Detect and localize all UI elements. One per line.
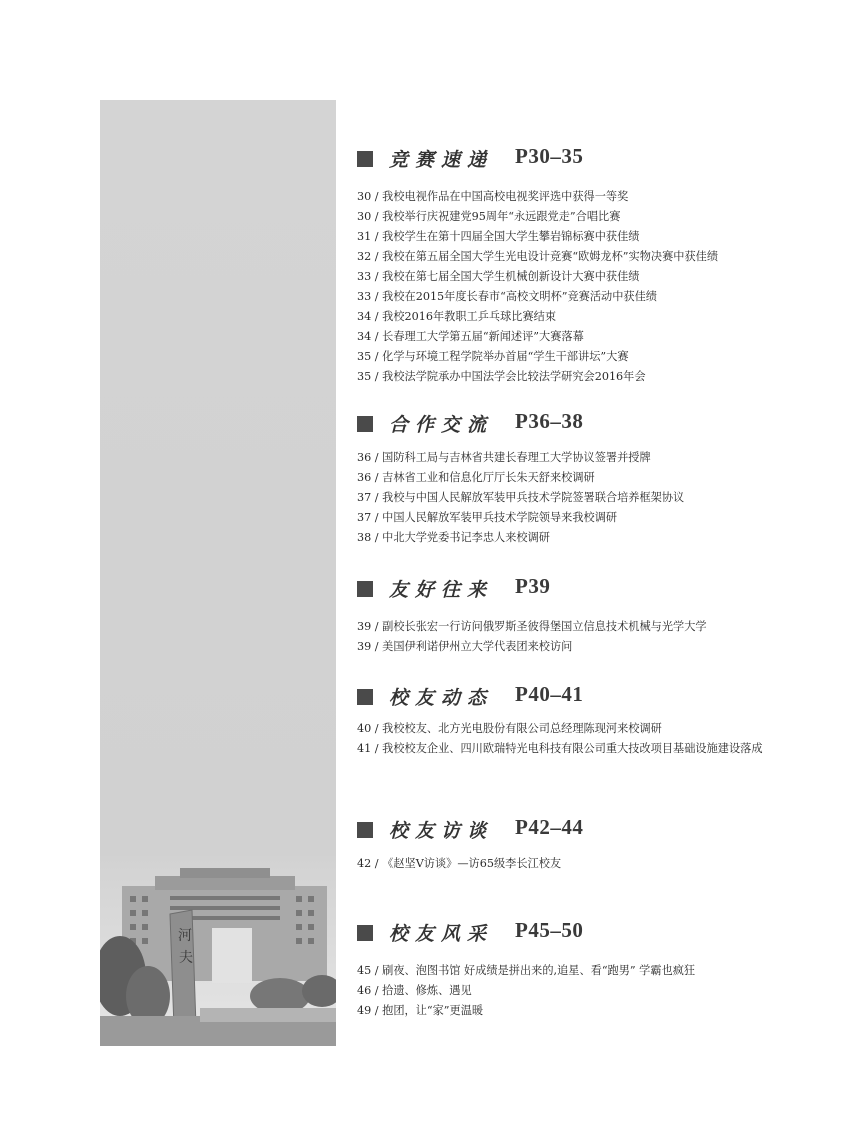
toc-item[interactable]: 33 / 我校在第七届全国大学生机械创新设计大赛中获佳绩: [357, 270, 640, 283]
campus-building-photo: [100, 856, 336, 1046]
section-pages: P42–44: [515, 815, 584, 839]
section-header: [357, 919, 797, 949]
section-header: [357, 145, 797, 175]
section-header: [357, 410, 797, 440]
section-title: 校友动态: [389, 687, 494, 709]
section-title: 友好往来: [389, 579, 494, 601]
square-bullet-icon: [357, 925, 373, 941]
square-bullet-icon: [357, 581, 373, 597]
section-header: [357, 575, 797, 605]
section-pages: P45–50: [515, 918, 584, 942]
section-alumni-style: [357, 919, 797, 1021]
section-competition: [357, 145, 797, 387]
section-alumni-news: [357, 683, 797, 759]
toc-item[interactable]: 35 / 我校法学院承办中国法学会比较法学研究会2016年会: [357, 370, 646, 383]
toc-item[interactable]: 38 / 中北大学党委书记李忠人来校调研: [357, 531, 550, 544]
toc-item[interactable]: 46 / 拾遗、修炼、遇见: [357, 984, 472, 997]
svg-text:夫: 夫: [179, 950, 193, 966]
toc-item[interactable]: 37 / 我校与中国人民解放军装甲兵技术学院签署联合培养框架协议: [357, 491, 685, 504]
sidebar-panel: [100, 100, 336, 1046]
toc-item[interactable]: 34 / 长春理工大学第五届“新闻述评”大赛落幕: [357, 330, 584, 343]
toc-item[interactable]: 41 / 我校校友企业、四川欧瑞特光电科技有限公司重大技改项目基础设施建设落成: [357, 742, 763, 755]
toc-item[interactable]: 36 / 国防科工局与吉林省共建长春理工大学协议签署并授牌: [357, 451, 651, 464]
toc-item[interactable]: 36 / 吉林省工业和信息化厅厅长朱天舒来校调研: [357, 471, 595, 484]
toc-item[interactable]: 34 / 我校2016年教职工乒乓球比赛结束: [357, 310, 557, 323]
section-pages: P39: [515, 574, 551, 598]
toc-item[interactable]: 42 / 《赵坚V访谈》—访65级李长江校友: [357, 857, 562, 870]
section-cooperation: [357, 410, 797, 548]
section-header: [357, 816, 797, 846]
toc-item[interactable]: 31 / 我校学生在第十四届全国大学生攀岩锦标赛中获佳绩: [357, 230, 640, 243]
section-pages: P30–35: [515, 144, 584, 168]
square-bullet-icon: [357, 151, 373, 167]
section-alumni-interview: [357, 816, 797, 874]
toc-item[interactable]: 49 / 抱团，让“家”更温暖: [357, 1004, 484, 1017]
section-pages: P36–38: [515, 409, 584, 433]
toc-item[interactable]: 40 / 我校校友、北方光电股份有限公司总经理陈现河来校调研: [357, 722, 662, 735]
section-friendly-exchange: [357, 575, 797, 657]
toc-item[interactable]: 30 / 我校举行庆祝建党95周年“永远跟党走”合唱比赛: [357, 210, 621, 223]
toc-item[interactable]: 45 / 刷夜、泡图书馆 好成绩是拼出来的,追星、看“跑男” 学霸也疯狂: [357, 964, 696, 977]
toc-item[interactable]: 39 / 副校长张宏一行访问俄罗斯圣彼得堡国立信息技术机械与光学大学: [357, 620, 707, 633]
toc-item[interactable]: 30 / 我校电视作品在中国高校电视奖评选中获得一等奖: [357, 190, 629, 203]
section-title: 合作交流: [389, 414, 494, 436]
section-title: 竞赛速递: [389, 149, 494, 171]
toc-item[interactable]: 39 / 美国伊利诺伊州立大学代表团来校访问: [357, 640, 573, 653]
square-bullet-icon: [357, 822, 373, 838]
toc-item[interactable]: 37 / 中国人民解放军装甲兵技术学院领导来我校调研: [357, 511, 618, 524]
section-title: 校友风采: [389, 923, 494, 945]
section-title: 校友访谈: [389, 820, 494, 842]
square-bullet-icon: [357, 689, 373, 705]
section-header: [357, 683, 797, 713]
square-bullet-icon: [357, 416, 373, 432]
toc-item[interactable]: 35 / 化学与环境工程学院举办首届“学生干部讲坛”大赛: [357, 350, 629, 363]
toc-item[interactable]: 32 / 我校在第五届全国大学生光电设计竞赛“欧姆龙杯”实物决赛中获佳绩: [357, 250, 719, 263]
toc-item[interactable]: 33 / 我校在2015年度长春市“高校文明杯”竞赛活动中获佳绩: [357, 290, 657, 303]
svg-text:河: 河: [178, 928, 192, 944]
section-pages: P40–41: [515, 682, 584, 706]
